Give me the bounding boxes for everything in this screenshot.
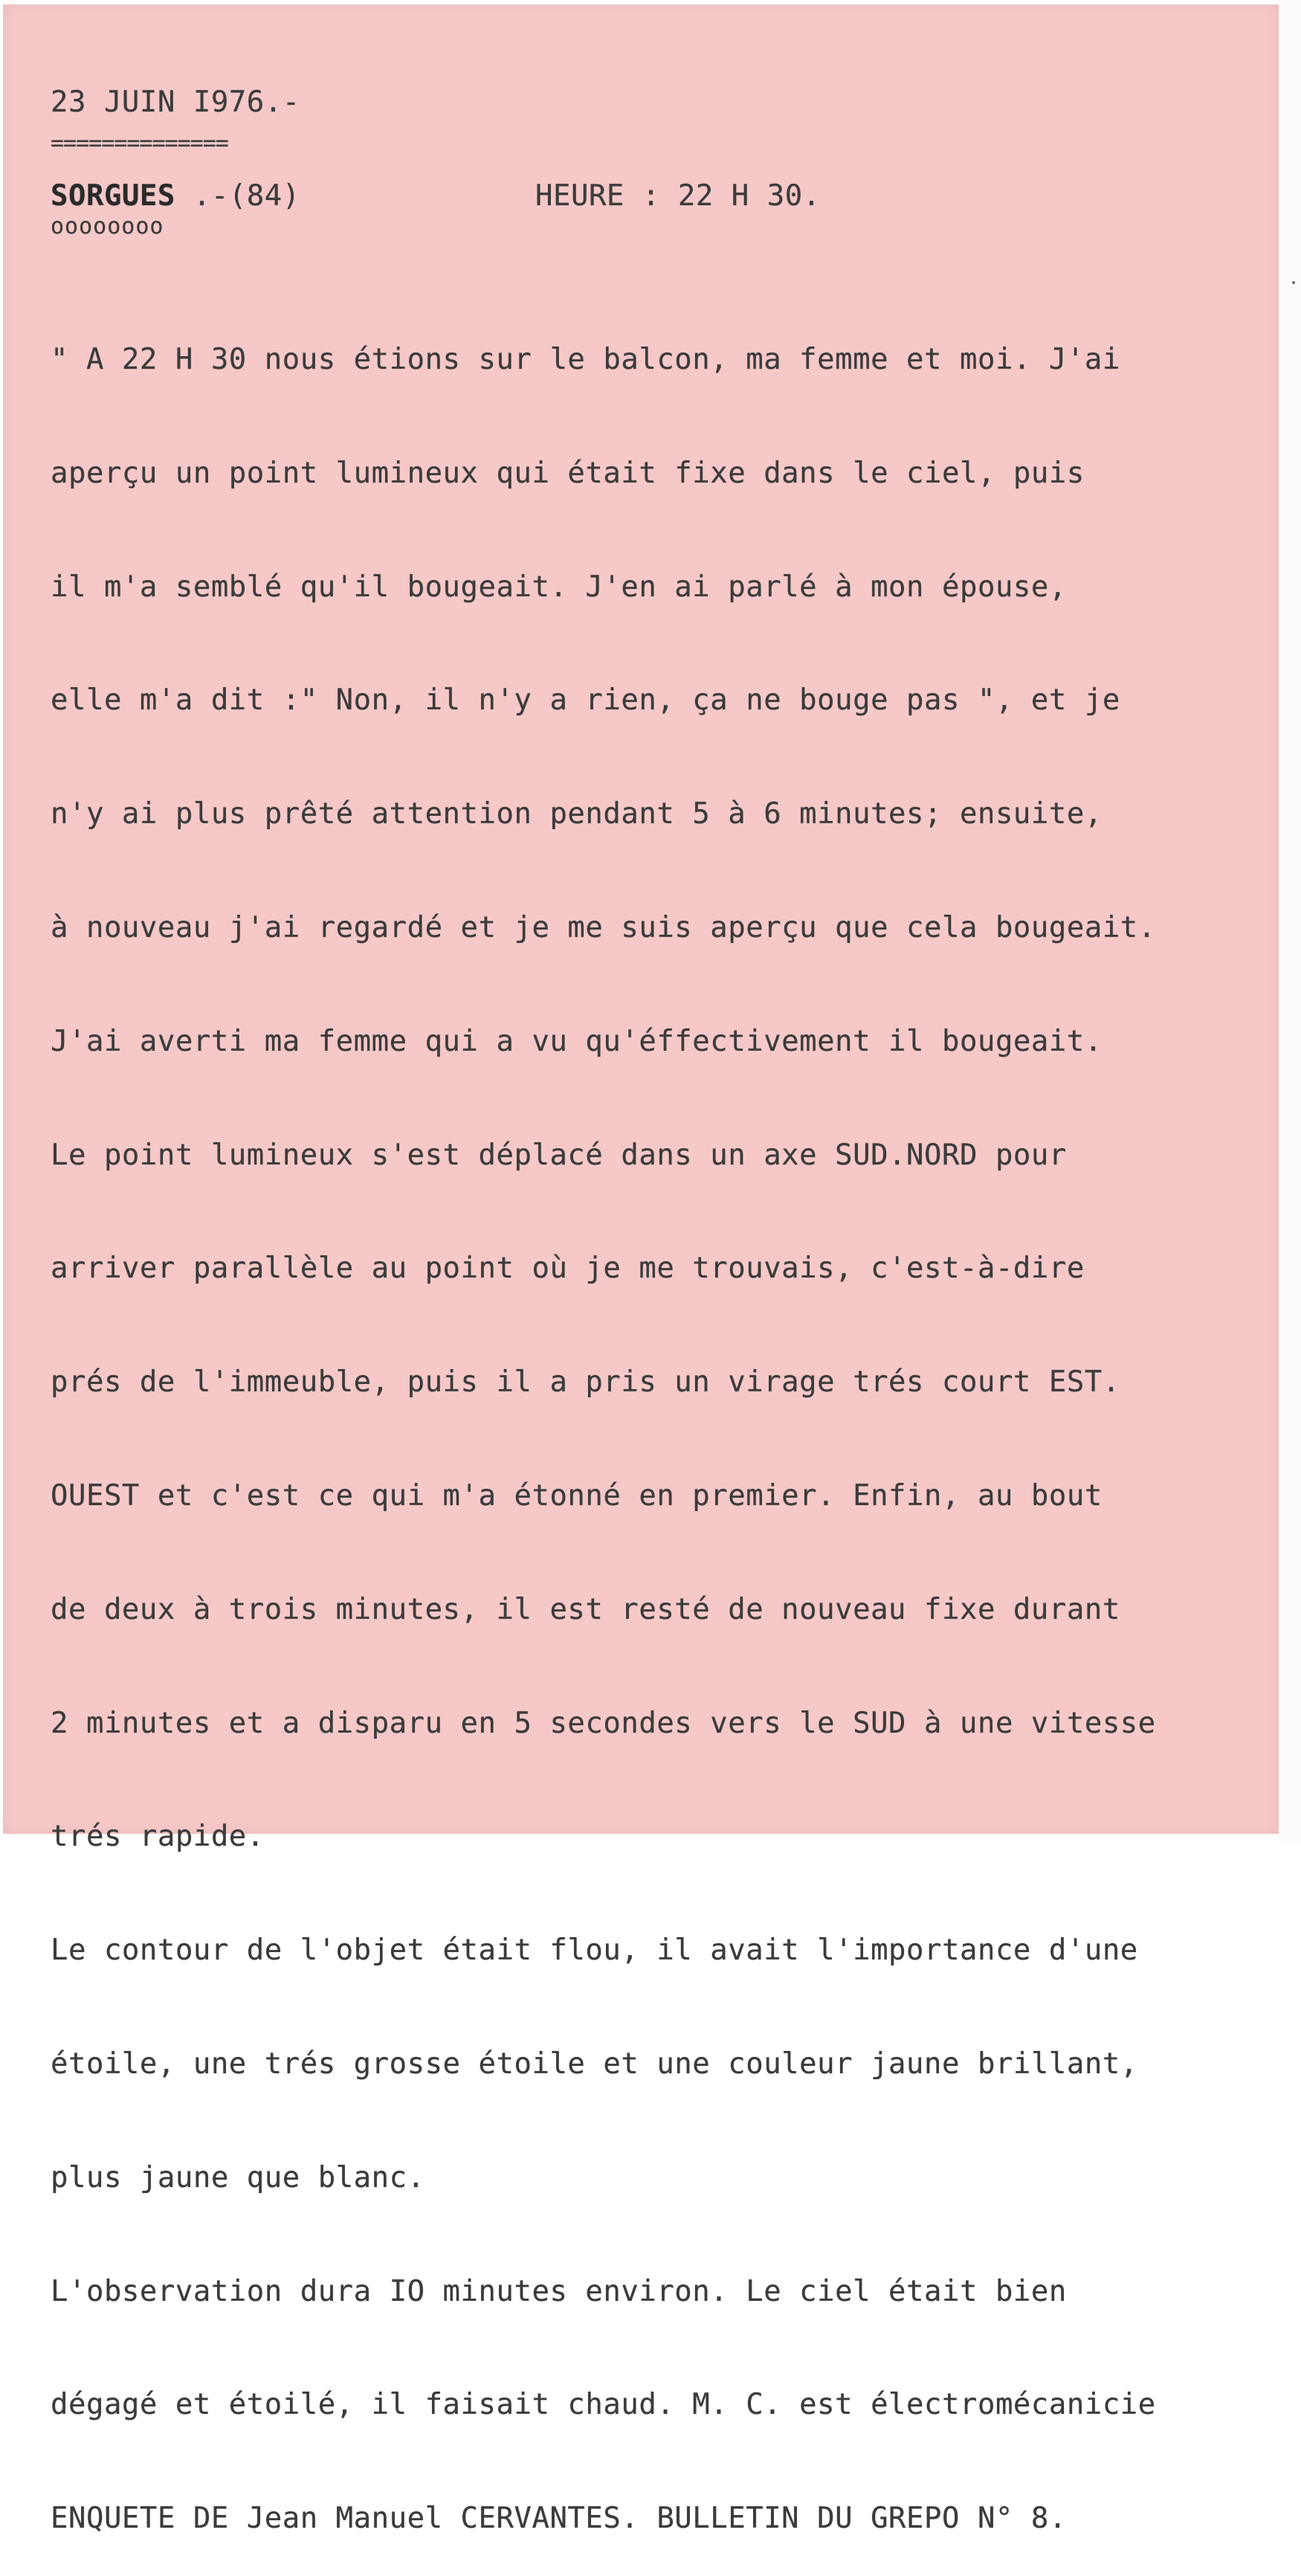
- report-date: 23 JUIN I976.-: [51, 86, 300, 119]
- date-underline: ==============: [51, 130, 228, 156]
- testimony-line: L'observation dura IO minutes environ. Le ciel était bien: [51, 2274, 1067, 2308]
- testimony-line: plus jaune que blanc.: [51, 2160, 425, 2195]
- testimony-line: dégagé et étoilé, il faisait chaud. M. C. est électromécanicie: [51, 2388, 1156, 2422]
- testimony-line: arriver parallèle au point où je me trouvais, c'est-à-dire: [51, 1252, 1085, 1286]
- observation-time: HEURE : 22 H 30.: [535, 179, 821, 213]
- testimony-line: à nouveau j'ai regardé et je me suis aperçu que cela bougeait.: [51, 910, 1156, 944]
- testimony-line: " A 22 H 30 nous étions sur le balcon, ma femme et moi. J'ai: [51, 343, 1120, 376]
- testimony-line: Le point lumineux s'est déplacé dans un axe SUD.NORD pour: [51, 1138, 1067, 1172]
- testimony-line: de deux à trois minutes, il est resté de nouveau fixe durant: [51, 1592, 1120, 1626]
- paper-speck: [1292, 281, 1295, 284]
- location-department: .-(84): [175, 179, 300, 213]
- testimony-line: Le contour de l'objet était flou, il avait l'importance d'une: [51, 1933, 1138, 1968]
- source-line: ENQUETE DE Jean Manuel CERVANTES. BULLETIN DU GREPO N° 8.: [51, 2502, 1067, 2536]
- testimony-line: n'y ai plus prêté attention pendant 5 à 6 minutes; ensuite,: [51, 797, 1103, 831]
- testimony-line: aperçu un point lumineux qui était fixe dans le ciel, puis: [51, 456, 1085, 490]
- testimony-line: étoile, une trés grosse étoile et une couleur jaune brillant,: [51, 2047, 1138, 2081]
- page-edge: [1279, 0, 1301, 1844]
- location-heading: [51, 179, 300, 213]
- testimony-line: 2 minutes et a disparu en 5 secondes vers le SUD à une vitesse: [51, 1706, 1156, 1740]
- testimony-line: prés de l'immeuble, puis il a pris un virage trés court EST.: [51, 1365, 1120, 1400]
- testimony-line: OUEST et c'est ce qui m'a étonné en premier. Enfin, au bout: [51, 1478, 1103, 1513]
- testimony-line: J'ai averti ma femme qui a vu qu'éffectivement il bougeait.: [51, 1024, 1103, 1058]
- testimony-line: il m'a semblé qu'il bougeait. J'en ai parlé à mon épouse,: [51, 570, 1067, 604]
- location-underline: oooooooo: [51, 213, 164, 239]
- location-name: SORGUES: [51, 179, 175, 213]
- testimony-body: [51, 274, 1156, 2576]
- testimony-line: trés rapide.: [51, 1820, 265, 1854]
- testimony-line: elle m'a dit :" Non, il n'y a rien, ça ne bouge pas ", et je: [51, 683, 1120, 718]
